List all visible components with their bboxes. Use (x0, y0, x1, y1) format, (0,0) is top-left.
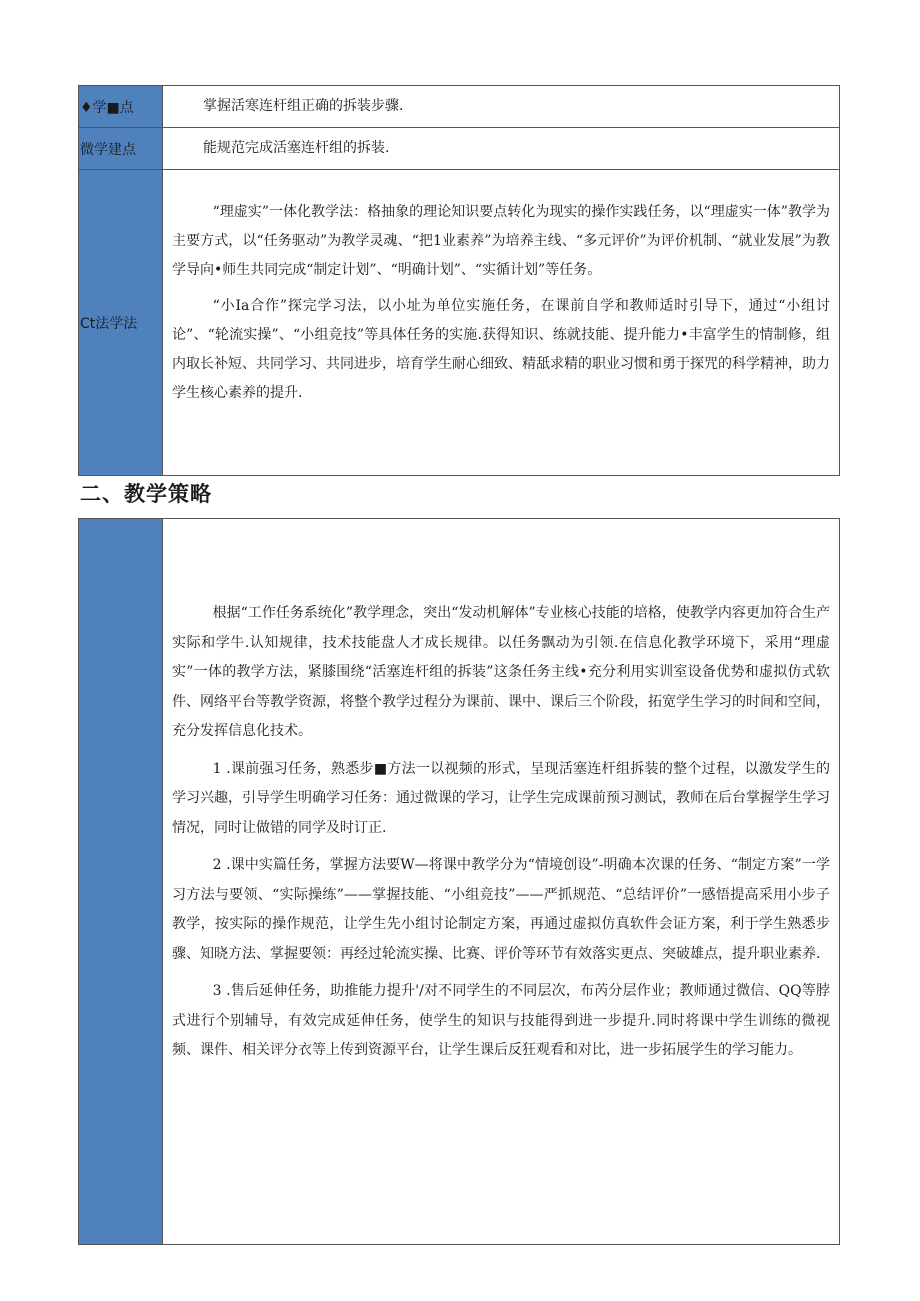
strategy-paragraph-3: 3 .售后延伸任务，助推能力提升'/对不同学生的不同层次，布芮分层作业；教师通过微信、QQ等脖式进行个别辅导，有效完成延伸任务，使学生的知识与技能得到进一步提升.同时将课中学生训练的微视频、课件、相关评分衣等上传到资源平台，让学生课后反狂观看和对比，进一步拓展学生的学习能力。 (172, 983, 830, 1058)
strategy-paragraph-1: 1 .课前强习任务，熟悉步■方法一以视频的形式，呈现活塞连杆组拆装的整个过程，以激发学生的学习兴趣，引导学生明确学习任务：通过微课的学习，让学生完成课前预习测试，教师在后台掌握学生学习情况，同时让做错的同学及时订正. (172, 760, 830, 836)
strategy-content (163, 519, 840, 1245)
strategy-label (79, 519, 163, 1245)
difficult-point-label: 微学建点 (79, 128, 163, 170)
method-paragraph-2: “小Ia合作”探完学习法，以小址为单位实施任务，在课前自学和教师适时引导下，通过“小组讨论”、“轮流实操”、“小组竞技”等具体任务的实施.获得知识、练就技能、提升能力•丰富学生的情制修，组内取长补短、共同学习、共同进步，培育学生耐心细致、精舐求精的职业习惯和勇于探咒的科学精神，助力学生核心素养的提升. (172, 298, 830, 401)
method-row (79, 170, 840, 476)
strategy-paragraph-intro: 根据“工作任务系统化”教学理念，突出“发动机解体”专业核心技能的培格，使教学内容更加符合生产实际和学牛.认知规律，技术技能盘人才成长规律。以任务飘动为引领.在信息化教学环境下，采用“理虚实”一体的教学方法，紧膝围绕“活塞连杆组的拆装”这条任务主线•充分利用实训室设备优势和虚拟仿式软件、网络平台等教学资源，将整个教学过程分为课前、课中、课后三个阶段，拓宽学生学习的时间和空间，充分发挥信息化技术。 (172, 605, 830, 739)
difficult-point-row (79, 128, 840, 170)
difficult-point-content: 能规范完成活塞连杆组的拆装. (163, 128, 840, 170)
key-point-label: ♦学■点 (79, 86, 163, 128)
method-paragraph-1: “理虚实”一体化教学法：格抽象的理论知识要点转化为现实的操作实践任务，以“理虚实一体”教学为主要方式，以“任务驱动”为教学灵魂、“把1业素养”为培养主线、“多元评价”为评价机制、“就业发展”为教学导向•师生共同完成“制定计划”、“明确计划”、“实循计划”等任务。 (172, 204, 830, 278)
method-content (163, 170, 840, 476)
key-point-content: 掌握活寒连杆组正确的拆装步骤. (163, 86, 840, 128)
method-label: Ct法学法 (79, 170, 163, 476)
strategy-table (78, 518, 840, 1245)
teaching-table (78, 85, 840, 476)
section-title: 二、教学策略 (80, 482, 212, 506)
strategy-row (79, 519, 840, 1245)
key-point-row (79, 86, 840, 128)
strategy-paragraph-2: 2 .课中实篇任务，掌握方法要W—将课中教学分为“情境创设”-明确本次课的任务、“制定方案”一学习方法与要领、“实际操练”——掌握技能、“小组竞技”——严抓规范、“总结评价”一感悟提高采用小步子教学，按实际的操作规范，让学生先小组讨论制定方案，再通过虚拟仿真软件会证方案，利于学生熟悉步骤、知晓方法、掌握要领：再经过轮流实操、比赛、评价等环节有效落实更点、突破雄点，提升职业素养. (172, 857, 830, 962)
